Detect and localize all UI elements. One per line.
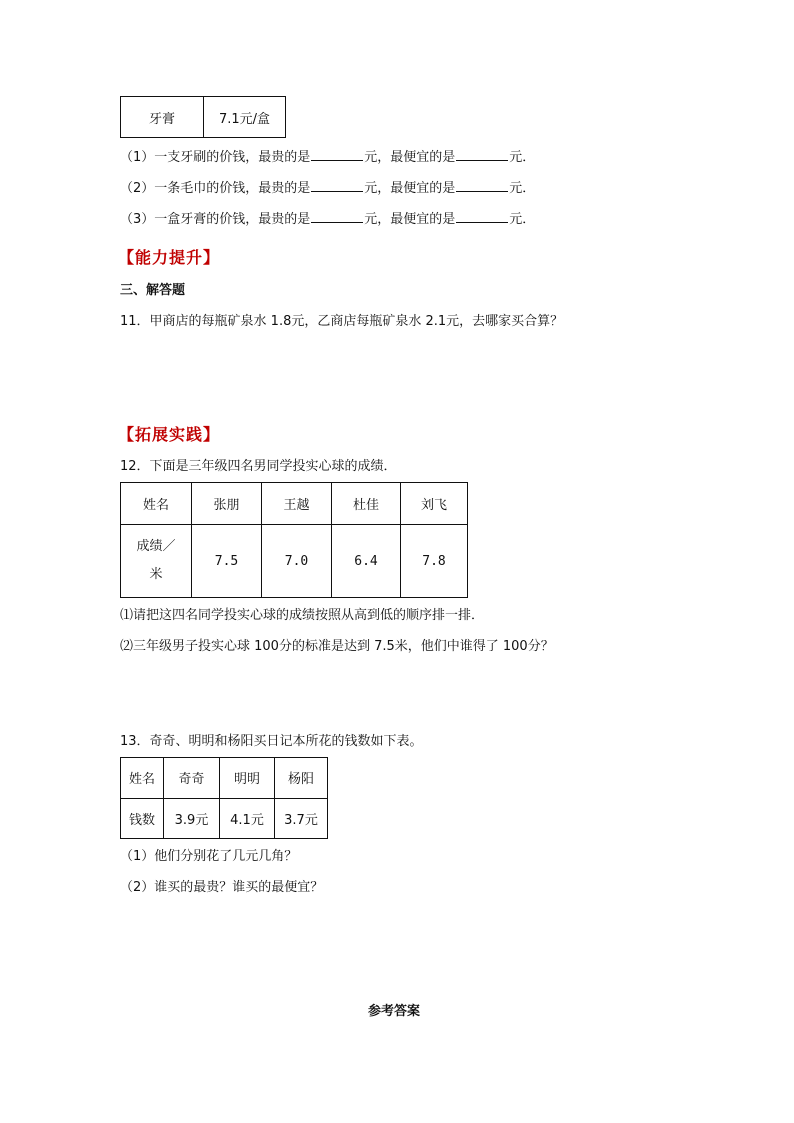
q10-line-3-suffix: 元． (509, 212, 536, 227)
header-mingming: 明明 (220, 758, 275, 799)
question-12-intro: 12．下面是三年级四名男同学投实心球的成绩． (120, 459, 397, 474)
q10-line-2 (120, 179, 535, 197)
score-cell: 7.5 (192, 525, 262, 598)
cost-cell: 3.9元 (164, 798, 220, 839)
q10-line-3 (120, 210, 535, 228)
question-13-intro: 13．奇奇、明明和杨阳买日记本所花的钱数如下表。 (120, 734, 423, 749)
question-13-sub1: （1）他们分别花了几元几角？ (120, 849, 298, 864)
item-cell: 牙膏 (121, 97, 204, 138)
answer-heading: 参考答案 (368, 1004, 421, 1019)
q10-line-2-prefix: （2）一条毛巾的价钱，最贵的是 (120, 181, 311, 196)
question-11: 11．甲商店的每瓶矿泉水 1.8元，乙商店每瓶矿泉水 2.1元，去哪家买合算？ (120, 314, 564, 329)
shotput-score-table (120, 482, 468, 598)
section-ability-heading: 【能力提升】 (118, 248, 221, 267)
notebook-cost-table (120, 757, 328, 839)
header-name: 姓名 (121, 483, 192, 525)
row-label-line-1: 成绩／ (136, 539, 176, 554)
header-wangyue: 王越 (262, 483, 332, 525)
q10-line-1 (120, 148, 535, 166)
q10-line-3-prefix: （3）一盒牙膏的价钱，最贵的是 (120, 212, 311, 227)
score-cell: 6.4 (332, 525, 401, 598)
score-cell: 7.8 (401, 525, 468, 598)
answer-blank[interactable] (456, 210, 508, 223)
price-cell: 7.1元/盒 (204, 97, 286, 138)
question-13-sub2: （2）谁买的最贵？谁买的最便宜？ (120, 880, 324, 895)
answer-blank[interactable] (311, 148, 363, 161)
header-dujia: 杜佳 (332, 483, 401, 525)
row-label-score (121, 525, 192, 598)
header-qiqi: 奇奇 (164, 758, 220, 799)
cost-cell: 4.1元 (220, 798, 275, 839)
q10-line-3-mid: 元，最便宜的是 (364, 212, 456, 227)
question-12-sub1: ⑴请把这四名同学投实心球的成绩按照从高到低的顺序排一排． (120, 608, 485, 623)
q10-line-2-mid: 元，最便宜的是 (364, 181, 456, 196)
question-12-sub2: ⑵三年级男子投实心球 100分的标准是达到 7.5米，他们中谁得了 100分？ (120, 639, 554, 654)
header-yangyang: 杨阳 (275, 758, 328, 799)
header-name: 姓名 (121, 758, 164, 799)
q10-line-1-prefix: （1）一支牙刷的价钱，最贵的是 (120, 150, 311, 165)
q10-line-1-suffix: 元． (509, 150, 536, 165)
cost-cell: 3.7元 (275, 798, 328, 839)
header-liufei: 刘飞 (401, 483, 468, 525)
answer-blank[interactable] (456, 148, 508, 161)
answer-blank[interactable] (311, 210, 363, 223)
score-cell: 7.0 (262, 525, 332, 598)
answer-blank[interactable] (456, 179, 508, 192)
row-label-cost: 钱数 (121, 798, 164, 839)
answer-blank[interactable] (311, 179, 363, 192)
q10-line-2-suffix: 元． (509, 181, 536, 196)
header-zhangpeng: 张朋 (192, 483, 262, 525)
section-extend-heading: 【拓展实践】 (118, 425, 221, 444)
toothpaste-price-table (120, 96, 286, 138)
row-label-line-2: 米 (149, 567, 163, 582)
q10-line-1-mid: 元，最便宜的是 (364, 150, 456, 165)
part3-title: 三、解答题 (120, 283, 186, 298)
